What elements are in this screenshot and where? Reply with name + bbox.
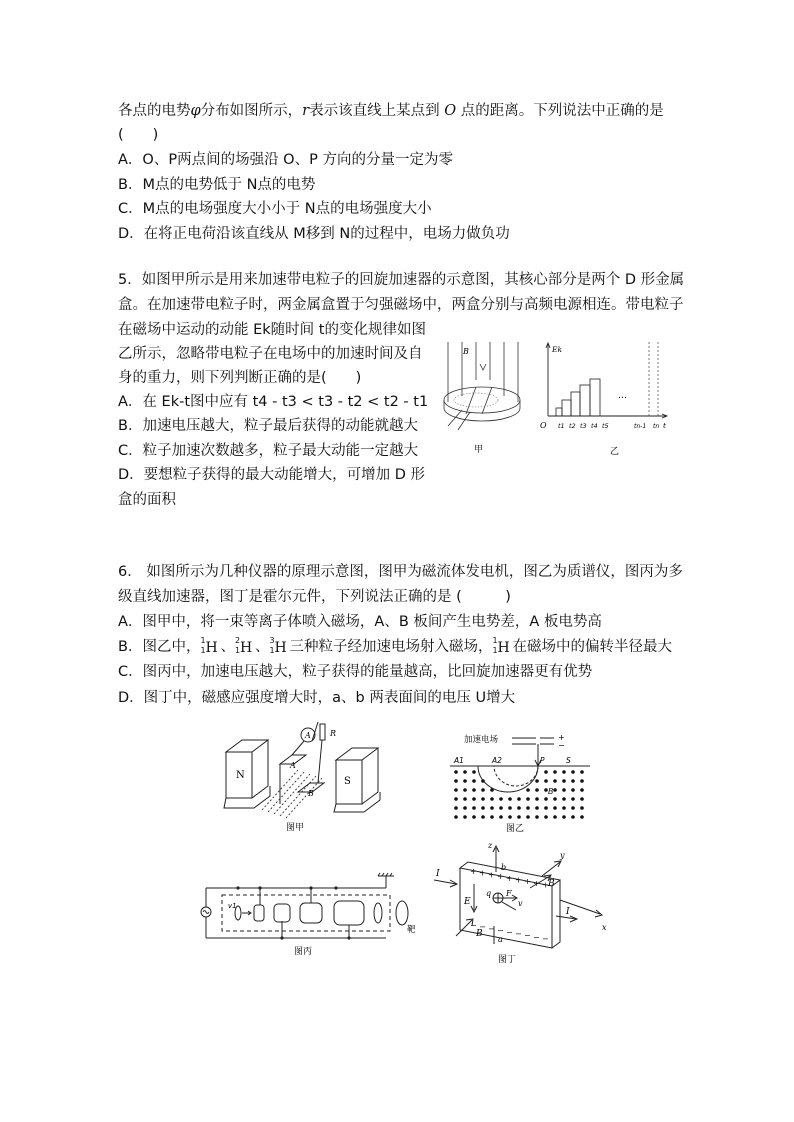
- q6-option-b: [118, 637, 672, 657]
- field-dot: [508, 797, 512, 801]
- ammeter-label: A: [305, 731, 311, 740]
- field-dot: [580, 779, 584, 783]
- nuclide-mass: 1: [492, 636, 498, 645]
- q5-fig-yi-caption: 乙: [610, 447, 620, 457]
- q4-text: 点的距离。下列说法中正确的是: [460, 103, 664, 119]
- q6-fig-bing-caption: 图丙: [294, 947, 313, 957]
- positive-charge: +: [470, 867, 477, 876]
- q6-figure-mass-spectrometer: [448, 730, 590, 834]
- accel-field-label: 加速电场: [464, 735, 499, 745]
- field-dot: [544, 779, 548, 783]
- q6-sep: 、: [254, 639, 270, 655]
- nuclide-charge: 1: [269, 646, 275, 655]
- positive-charge: +: [533, 878, 540, 888]
- tick-tn-1: tn-1: [634, 423, 647, 430]
- q5-figure-ek-t-graph: [536, 338, 670, 460]
- plate-a-label: A: [290, 761, 296, 770]
- q6-stem-line1: 6． 如图所示为几种仪器的原理示意图，图甲为磁流体发电机，图乙为质谱仪，图丙为多: [118, 564, 683, 580]
- field-dot: [562, 806, 566, 810]
- q4-phi: φ: [190, 103, 201, 119]
- v1-label: v1: [228, 902, 237, 910]
- force-f-label: F: [506, 889, 512, 898]
- field-dot: [571, 797, 575, 801]
- q5-stem-line2: 盒。在加速带电粒子时，两金属盒置于匀强磁场中，两盒分别与高频电源相连。带电粒子: [118, 297, 684, 313]
- nuclide-mass: 1: [200, 636, 206, 645]
- field-dot: [544, 806, 548, 810]
- a2-label: A2: [492, 756, 502, 765]
- field-dot: [472, 788, 476, 792]
- e-field-label: E: [464, 897, 471, 907]
- q5-figure-cyclotron: [436, 340, 526, 458]
- x-axis-label: x: [602, 923, 607, 932]
- plate-b-label: B: [308, 789, 314, 798]
- tick-t3: t3: [580, 422, 587, 430]
- positive-charge: +: [506, 873, 513, 883]
- field-dot: [463, 797, 467, 801]
- q5-option-a: A．在 Ek-t图中应有 t4 - t3 < t3 - t2 < t2 - t1: [118, 394, 429, 410]
- positive-charge: +: [479, 868, 486, 878]
- q6-option-d: D．图丁中，磁感应强度增大时，a、b 两表面间的电压 U增大: [118, 690, 516, 706]
- ek-ellipsis: …: [618, 391, 627, 401]
- field-dot: [526, 806, 530, 810]
- nuclide-symbol: H: [497, 640, 510, 656]
- minus-sign: −: [558, 741, 565, 750]
- field-dot: [454, 815, 458, 819]
- tick-t2: t2: [569, 422, 576, 430]
- q5-stem-line4: 乙所示，忽略带电粒子在电场中的加速时间及自: [118, 346, 423, 362]
- field-dot: [571, 770, 575, 774]
- negative-charge: −: [524, 931, 531, 941]
- field-dot: [571, 815, 575, 819]
- q6-fig-yi-caption: 图乙: [506, 824, 525, 834]
- field-dot: [553, 815, 557, 819]
- field-dot: [490, 815, 494, 819]
- field-dot: [463, 770, 467, 774]
- field-dot: [499, 815, 503, 819]
- positive-charge: +: [488, 870, 495, 880]
- negative-charge: −: [488, 924, 495, 934]
- tick-t1: t1: [558, 422, 565, 430]
- field-dot: [535, 806, 539, 810]
- q4-option-c: C．M点的电场强度大小小于 N点的电场强度大小: [118, 201, 432, 217]
- q5-option-d-cont: 盒的面积: [118, 492, 176, 508]
- q6-figure-mhd-generator: [218, 710, 390, 834]
- field-dot: [553, 806, 557, 810]
- field-dot: [553, 797, 557, 801]
- q4-text: 各点的电势: [118, 103, 191, 119]
- tick-t5: t5: [602, 422, 609, 430]
- field-dot: [580, 806, 584, 810]
- target-label: 靶: [407, 925, 416, 935]
- b-field-bottom-label: B: [476, 929, 483, 939]
- field-dot: [562, 797, 566, 801]
- q4-text: 分布如图所示，: [200, 103, 303, 119]
- resistor-label: R: [330, 729, 337, 738]
- q6-fig-jia-caption: 图甲: [286, 823, 305, 833]
- field-dot: [472, 815, 476, 819]
- q4-option-a: A．O、P两点间的场强沿 O、P 方向的分量一定为零: [118, 152, 453, 168]
- field-dot: [553, 770, 557, 774]
- field-dot: [571, 806, 575, 810]
- field-dot: [526, 797, 530, 801]
- positive-charge: +: [497, 872, 504, 882]
- field-dot: [472, 797, 476, 801]
- q5-fig-jia-caption: 甲: [474, 445, 484, 455]
- charge-q-label: q: [486, 889, 492, 898]
- origin-label: O: [540, 421, 547, 430]
- p-label: P: [540, 756, 545, 765]
- field-dot: [499, 797, 503, 801]
- nuclide-charge: 1: [492, 646, 498, 655]
- magnet-s-label: S: [344, 776, 351, 787]
- positive-charge: +: [524, 877, 531, 887]
- field-dot: [553, 788, 557, 792]
- q5-stem-line1: 5．如图甲所示是用来加速带电粒子的回旋加速器的示意图，其核心部分是两个 D 形金属: [118, 272, 685, 288]
- nuclide-h2: [235, 637, 255, 657]
- nuclide-symbol: H: [274, 640, 287, 656]
- field-dot: [490, 788, 494, 792]
- nuclide-charge: 1: [234, 646, 241, 655]
- velocity-v-label: v: [518, 899, 523, 908]
- positive-charge: +: [515, 875, 522, 885]
- tick-t4: t4: [591, 422, 598, 430]
- field-dot: [454, 788, 458, 792]
- field-dot: [454, 806, 458, 810]
- q4-option-d: D．在将正电荷沿该直线从 M移到 N的过程中，电场力做负功: [118, 226, 510, 242]
- negative-charge: −: [515, 929, 522, 939]
- magnet-n-label: N: [236, 770, 245, 781]
- field-dot: [508, 815, 512, 819]
- negative-charge: −: [479, 922, 486, 932]
- q4-option-b: B．M点的电势低于 N点的电势: [118, 177, 316, 193]
- field-dot: [580, 815, 584, 819]
- field-dot: [454, 797, 458, 801]
- q6-sep: 、: [220, 639, 235, 655]
- field-dot: [463, 788, 467, 792]
- q6-figure-hall-element: [432, 840, 612, 966]
- field-dot: [454, 770, 458, 774]
- nuclide-charge: 1: [200, 646, 206, 655]
- q6-figure-linear-accelerator: [196, 870, 422, 960]
- field-dot: [535, 779, 539, 783]
- a-surface-label: a: [498, 935, 503, 944]
- nuclide-h1: [492, 637, 512, 657]
- field-dot: [454, 779, 458, 783]
- q6-option-b-text: B．图乙中，: [118, 639, 201, 655]
- tick-tn: tn: [653, 423, 660, 430]
- q5-stem-line5: 身的重力，则下列判断正确的是( ): [118, 370, 362, 386]
- q6-option-b-text: 在磁场中的偏转半径最大: [512, 639, 672, 655]
- q4-answer-paren: ( ): [118, 127, 159, 143]
- field-dot: [472, 770, 476, 774]
- q6-option-a: A．图甲中，将一束等离子体喷入磁场，A、B 板间产生电势差，A 板电势高: [118, 614, 602, 630]
- q6-option-c: C．图丙中，加速电压越大，粒子获得的能量越高，比回旋加速器更有优势: [118, 664, 593, 680]
- field-dot: [499, 806, 503, 810]
- s-label: S: [566, 756, 571, 765]
- field-dot: [490, 806, 494, 810]
- positive-charge: +: [542, 880, 549, 890]
- field-dot: [517, 815, 521, 819]
- magnetic-field-dots: [454, 770, 584, 819]
- y-axis-label: y: [560, 851, 565, 860]
- field-dot: [463, 815, 467, 819]
- field-dot: [481, 788, 485, 792]
- nuclide-symbol: H: [239, 640, 253, 656]
- nuclide-mass: 3: [269, 636, 275, 645]
- field-dot: [472, 806, 476, 810]
- a1-label: A1: [454, 756, 464, 765]
- q4-text: 表示该直线上某点到: [309, 103, 440, 119]
- q6-stem-line2: 级直线加速器，图丁是霍尔元件，下列说法正确的是 ( ): [118, 589, 511, 605]
- field-dot: [580, 797, 584, 801]
- tick-t: t: [663, 422, 666, 430]
- field-dot: [562, 779, 566, 783]
- field-dot: [490, 797, 494, 801]
- current-in-label: I: [436, 869, 440, 879]
- negative-charge: −: [497, 926, 504, 936]
- field-dot: [571, 788, 575, 792]
- b-field-top-label: B: [548, 879, 555, 889]
- field-dot: [562, 788, 566, 792]
- negative-charge: −: [533, 932, 540, 942]
- field-dot: [562, 815, 566, 819]
- field-dot: [481, 797, 485, 801]
- negative-charge: −: [542, 934, 549, 944]
- field-dot: [580, 788, 584, 792]
- q6-option-b-text: 三种粒子经加速电场射入磁场，: [289, 639, 493, 655]
- cyclotron-B-label: B: [463, 347, 469, 356]
- field-dot: [526, 815, 530, 819]
- field-dot: [571, 779, 575, 783]
- current-out-label: I: [566, 907, 570, 917]
- field-dot: [580, 770, 584, 774]
- q5-option-c: C．粒子加速次数越多，粒子最大动能一定越大: [118, 443, 419, 459]
- q4-r: r: [302, 103, 310, 119]
- field-dot: [472, 779, 476, 783]
- nuclide-symbol: H: [205, 640, 218, 656]
- field-dot: [463, 806, 467, 810]
- q5-option-d: D．要想粒子获得的最大动能增大，可增加 D 形: [118, 467, 426, 483]
- field-dot: [544, 815, 548, 819]
- q4-stem-line1: [118, 101, 664, 121]
- q4-O: O: [444, 103, 457, 119]
- field-dot: [481, 806, 485, 810]
- z-axis-label: z: [488, 841, 493, 850]
- field-dot: [535, 797, 539, 801]
- q5-stem-line3: 在磁场中运动的动能 Ek随时间 t的变化规律如图: [118, 322, 426, 338]
- nuclide-h3: [269, 637, 289, 657]
- field-dot: [508, 806, 512, 810]
- field-dot: [553, 779, 557, 783]
- b-label: B: [548, 787, 554, 796]
- field-dot: [517, 806, 521, 810]
- plus-sign: +: [558, 733, 565, 742]
- nuclide-h1: [200, 637, 220, 657]
- q6-fig-ding-caption: 图丁: [498, 955, 517, 965]
- field-dot: [463, 779, 467, 783]
- field-dot: [517, 797, 521, 801]
- q5-option-b: B．加速电压越大，粒子最后获得的动能就越大: [118, 418, 418, 434]
- field-dot: [562, 770, 566, 774]
- negative-charge: −: [506, 927, 513, 937]
- field-dot: [481, 779, 485, 783]
- negative-charge: −: [470, 921, 477, 930]
- field-dot: [526, 788, 530, 792]
- field-dot: [535, 815, 539, 819]
- b-surface-label: b: [501, 863, 507, 872]
- nuclide-mass: 2: [234, 636, 241, 645]
- field-dot: [481, 815, 485, 819]
- field-dot: [544, 770, 548, 774]
- ek-axis-label: Ek: [552, 345, 563, 354]
- field-dot: [544, 797, 548, 801]
- field-dot: [535, 788, 539, 792]
